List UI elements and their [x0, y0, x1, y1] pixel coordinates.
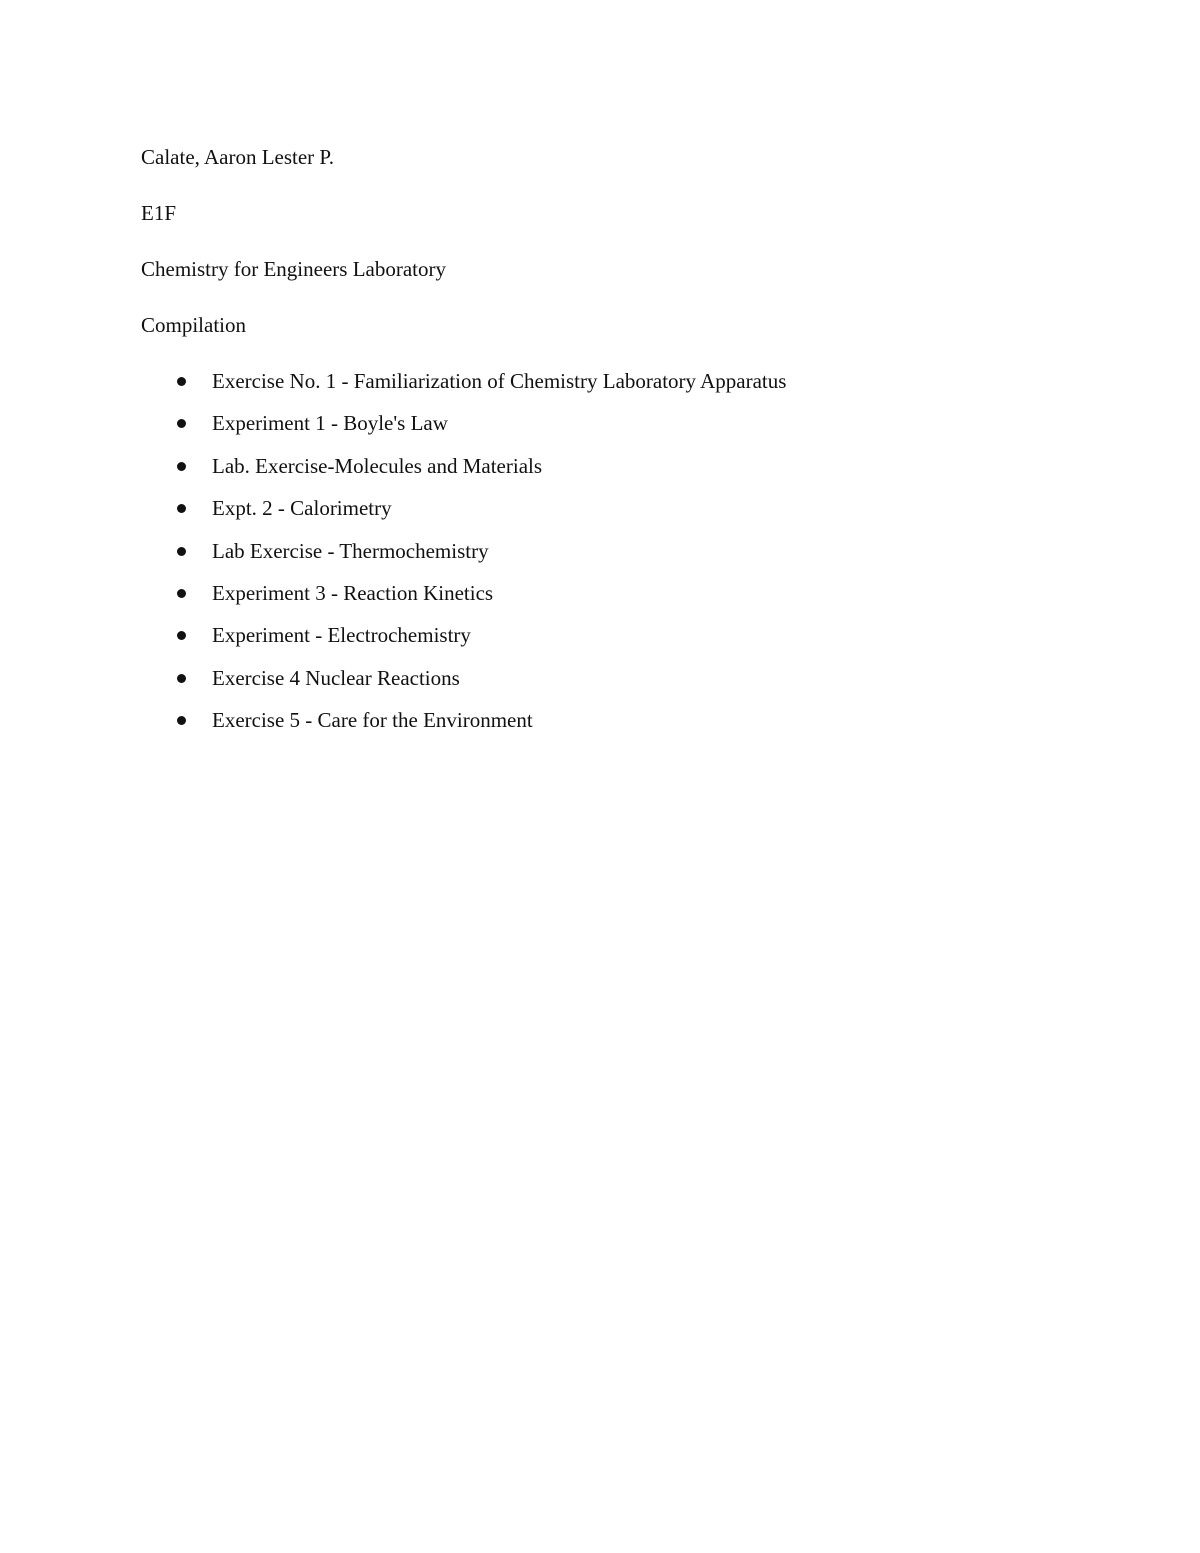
section-code: E1F: [141, 201, 177, 225]
activity-list: [141, 367, 1101, 734]
list-item: [141, 409, 1101, 437]
list-item-label: Expt. 2 - Calorimetry: [212, 496, 392, 521]
list-item: [141, 621, 1101, 649]
list-item-label: Lab Exercise - Thermochemistry: [212, 538, 489, 563]
list-item: [141, 537, 1101, 565]
bullet-icon: [177, 547, 186, 556]
list-item-label: Experiment - Electrochemistry: [212, 623, 471, 648]
course-title: Chemistry for Engineers Laboratory: [141, 257, 446, 281]
bullet-icon: [177, 462, 186, 471]
list-item-label: Lab. Exercise-Molecules and Materials: [212, 453, 543, 478]
bullet-icon: [177, 631, 186, 640]
list-item-label: Experiment 1 - Boyle's Law: [212, 411, 448, 436]
bullet-icon: [177, 504, 186, 513]
bullet-icon: [177, 419, 186, 428]
list-item-label: Exercise No. 1 - Familiarization of Chemistry Laboratory Apparatus: [212, 369, 787, 393]
list-item: [141, 367, 1101, 395]
bullet-icon: [177, 377, 186, 386]
list-item: [141, 706, 1101, 734]
student-name: Calate, Aaron Lester P.: [141, 145, 335, 169]
list-item: [141, 494, 1101, 522]
list-item: [141, 579, 1101, 607]
list-item-label: Exercise 4 Nuclear Reactions: [212, 665, 460, 690]
bullet-icon: [177, 716, 186, 725]
list-item: [141, 452, 1101, 480]
list-item-label: Exercise 5 - Care for the Environment: [212, 708, 533, 733]
bullet-icon: [177, 674, 186, 683]
compilation-heading: Compilation: [141, 313, 246, 337]
document-content: [141, 143, 1101, 749]
list-item: [141, 664, 1101, 692]
list-item-label: Experiment 3 - Reaction Kinetics: [212, 580, 494, 605]
bullet-icon: [177, 589, 186, 598]
